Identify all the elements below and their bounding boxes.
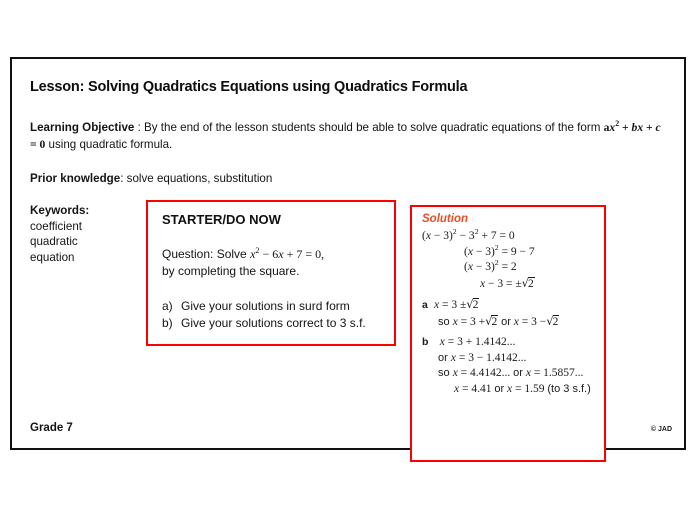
solution-line-2: $(x - 3)^2 = 9 - 7$ (464, 242, 535, 258)
starter-box (146, 200, 396, 346)
starter-part-a (162, 298, 366, 315)
prior-knowledge-block (30, 172, 272, 185)
copyright-label: © JAD (650, 426, 672, 433)
learning-objective-equation: $ax^2$ + bx + c = 0 (30, 119, 661, 151)
starter-question-label: Question: Solve (162, 247, 251, 261)
starter-question (162, 246, 390, 280)
starter-part-b-label: b) (162, 315, 173, 330)
solution-part-b-line-3: so x = 4.4142... or x = 1.5857... (438, 367, 584, 379)
grade-label: Grade 7 (30, 422, 73, 434)
solution-part-b-line-1: b x = 3 + 1.4142... (422, 335, 600, 351)
slide-frame (10, 57, 686, 450)
keyword-item: equation (30, 250, 75, 264)
page-title: Lesson: Solving Quadratics Equations using Quadratics Formula (30, 79, 468, 95)
learning-objective-separator: : (134, 121, 145, 134)
keywords-title: Keywords: (30, 204, 90, 217)
solution-line-1: $(x - 3)^2 - 3^2 + 7 = 0$ (422, 227, 515, 242)
solution-body (422, 229, 600, 397)
solution-part-a-line-1: a x = 3 ±√2 (422, 297, 600, 314)
solution-part-a-line-2: so x = 3 +√2 or x = 3 −√2 (438, 313, 559, 328)
starter-part-b-text: Give your solutions correct to 3 s.f. (181, 315, 366, 330)
starter-part-a-text: Give your solutions in surd form (181, 299, 350, 313)
solution-line-4: x − 3 = ±√2 (480, 275, 534, 290)
learning-objective-label: Learning Objective (30, 121, 135, 134)
prior-knowledge-text: solve equations, substitution (126, 172, 273, 185)
solution-line-3: $(x - 3)^2 = 2$ (464, 258, 517, 273)
solution-part-b-line-2: or x = 3 − 1.4142... (438, 351, 527, 364)
keyword-item: coefficient (30, 219, 82, 233)
prior-knowledge-separator: : (120, 172, 127, 185)
starter-part-a-label: a) (162, 299, 173, 313)
learning-objective-text-before: By the end of the lesson students should be able to solve quadratic equations of the form (144, 121, 604, 134)
prior-knowledge-label: Prior knowledge (30, 172, 121, 185)
starter-question-line2: by completing the square. (162, 264, 300, 278)
solution-box (410, 205, 606, 462)
solution-part-a-tag: a (422, 299, 428, 311)
starter-part-b (162, 315, 366, 332)
starter-parts (162, 298, 366, 331)
solution-heading: Solution (422, 213, 468, 225)
solution-part-b-line-4: x = 4.41 or x = 1.59 (to 3 s.f.) (454, 382, 591, 395)
learning-objective-text-after: using quadratic formula. (45, 138, 173, 151)
learning-objective-block (30, 119, 670, 153)
starter-heading: STARTER/DO NOW (162, 212, 281, 227)
keyword-item: quadratic (30, 235, 78, 248)
solution-part-b-tag: b (422, 336, 429, 348)
keywords-block (30, 203, 89, 265)
starter-question-equation: $x^2 - 6x + 7 = 0$, (250, 246, 325, 261)
